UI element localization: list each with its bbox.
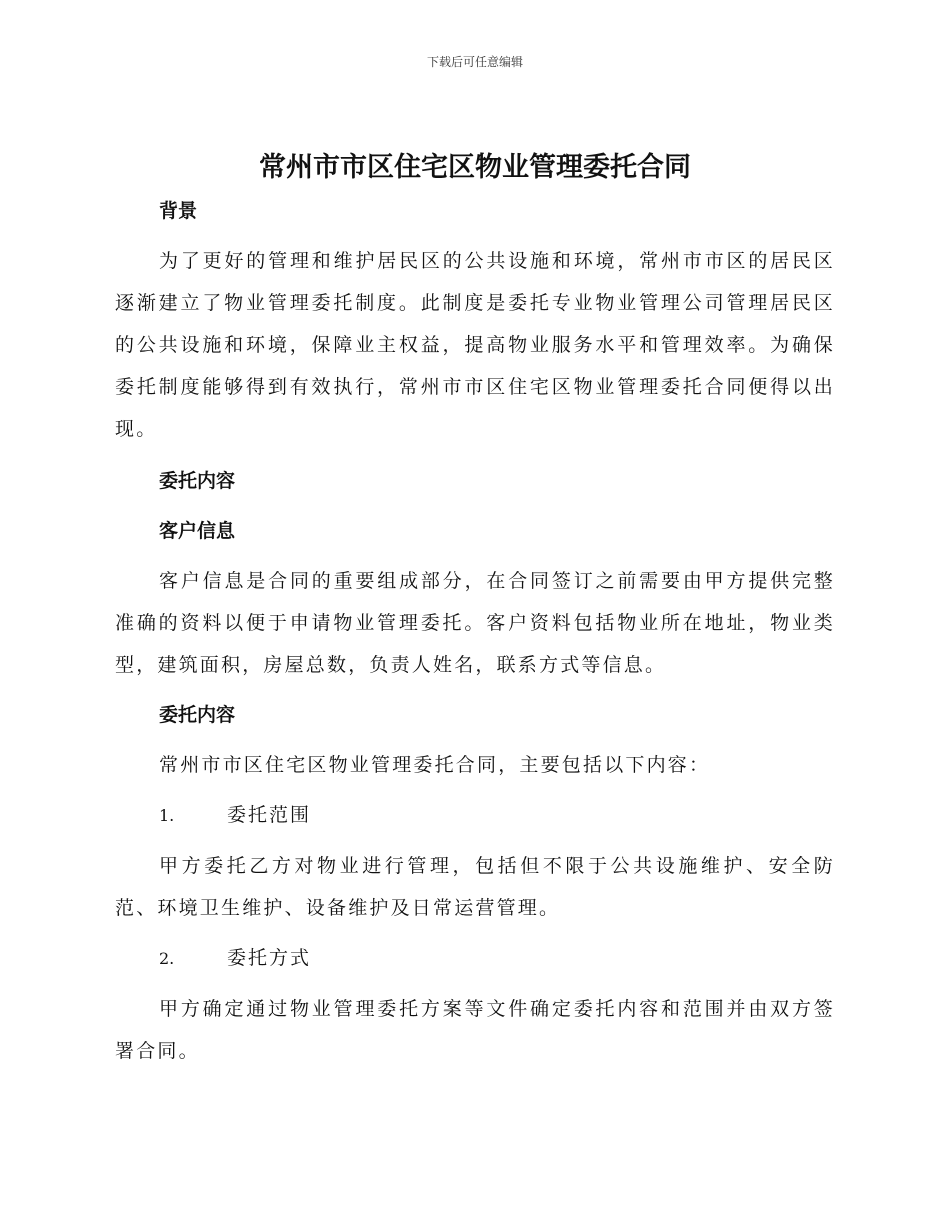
list-item-label: 委托方式 xyxy=(227,947,312,969)
document-body xyxy=(115,190,835,1072)
header-note: 下载后可任意编辑 xyxy=(426,55,523,69)
document-title: 常州市市区住宅区物业管理委托合同 xyxy=(259,152,691,183)
list-item-number: 2. xyxy=(159,949,175,968)
list-item-2-paragraph: 甲方确定通过物业管理委托方案等文件确定委托内容和范围并由双方签署合同。 xyxy=(115,998,835,1062)
list-item-1 xyxy=(115,794,835,837)
list-item-2 xyxy=(115,937,835,980)
list-item-label: 委托范围 xyxy=(227,804,312,826)
section-heading-background: 背景 xyxy=(159,200,198,222)
list-item-1-paragraph: 甲方委托乙方对物业进行管理，包括但不限于公共设施维护、安全防范、环境卫生维护、设备维护及日常运营管理。 xyxy=(115,855,835,919)
list-item-number: 1. xyxy=(159,806,175,825)
section-heading-entrust-content: 委托内容 xyxy=(159,704,236,726)
client-info-paragraph: 客户信息是合同的重要组成部分，在合同签订之前需要由甲方提供完整准确的资料以便于申请物业管理委托。客户资料包括物业所在地址，物业类型，建筑面积，房屋总数，负责人姓名，联系方式等信息。 xyxy=(115,570,835,676)
background-paragraph: 为了更好的管理和维护居民区的公共设施和环境，常州市市区的居民区逐渐建立了物业管理委托制度。此制度是委托专业物业管理公司管理居民区的公共设施和环境，保障业主权益，提高物业服务水平和管理效率。为确保委托制度能够得到有效执行，常州市市区住宅区物业管理委托合同便得以出现。 xyxy=(115,250,835,440)
section-heading-entrust-content-main: 委托内容 xyxy=(159,470,236,492)
section-heading-client-info: 客户信息 xyxy=(159,520,236,542)
entrust-content-intro: 常州市市区住宅区物业管理委托合同，主要包括以下内容： xyxy=(159,754,711,776)
